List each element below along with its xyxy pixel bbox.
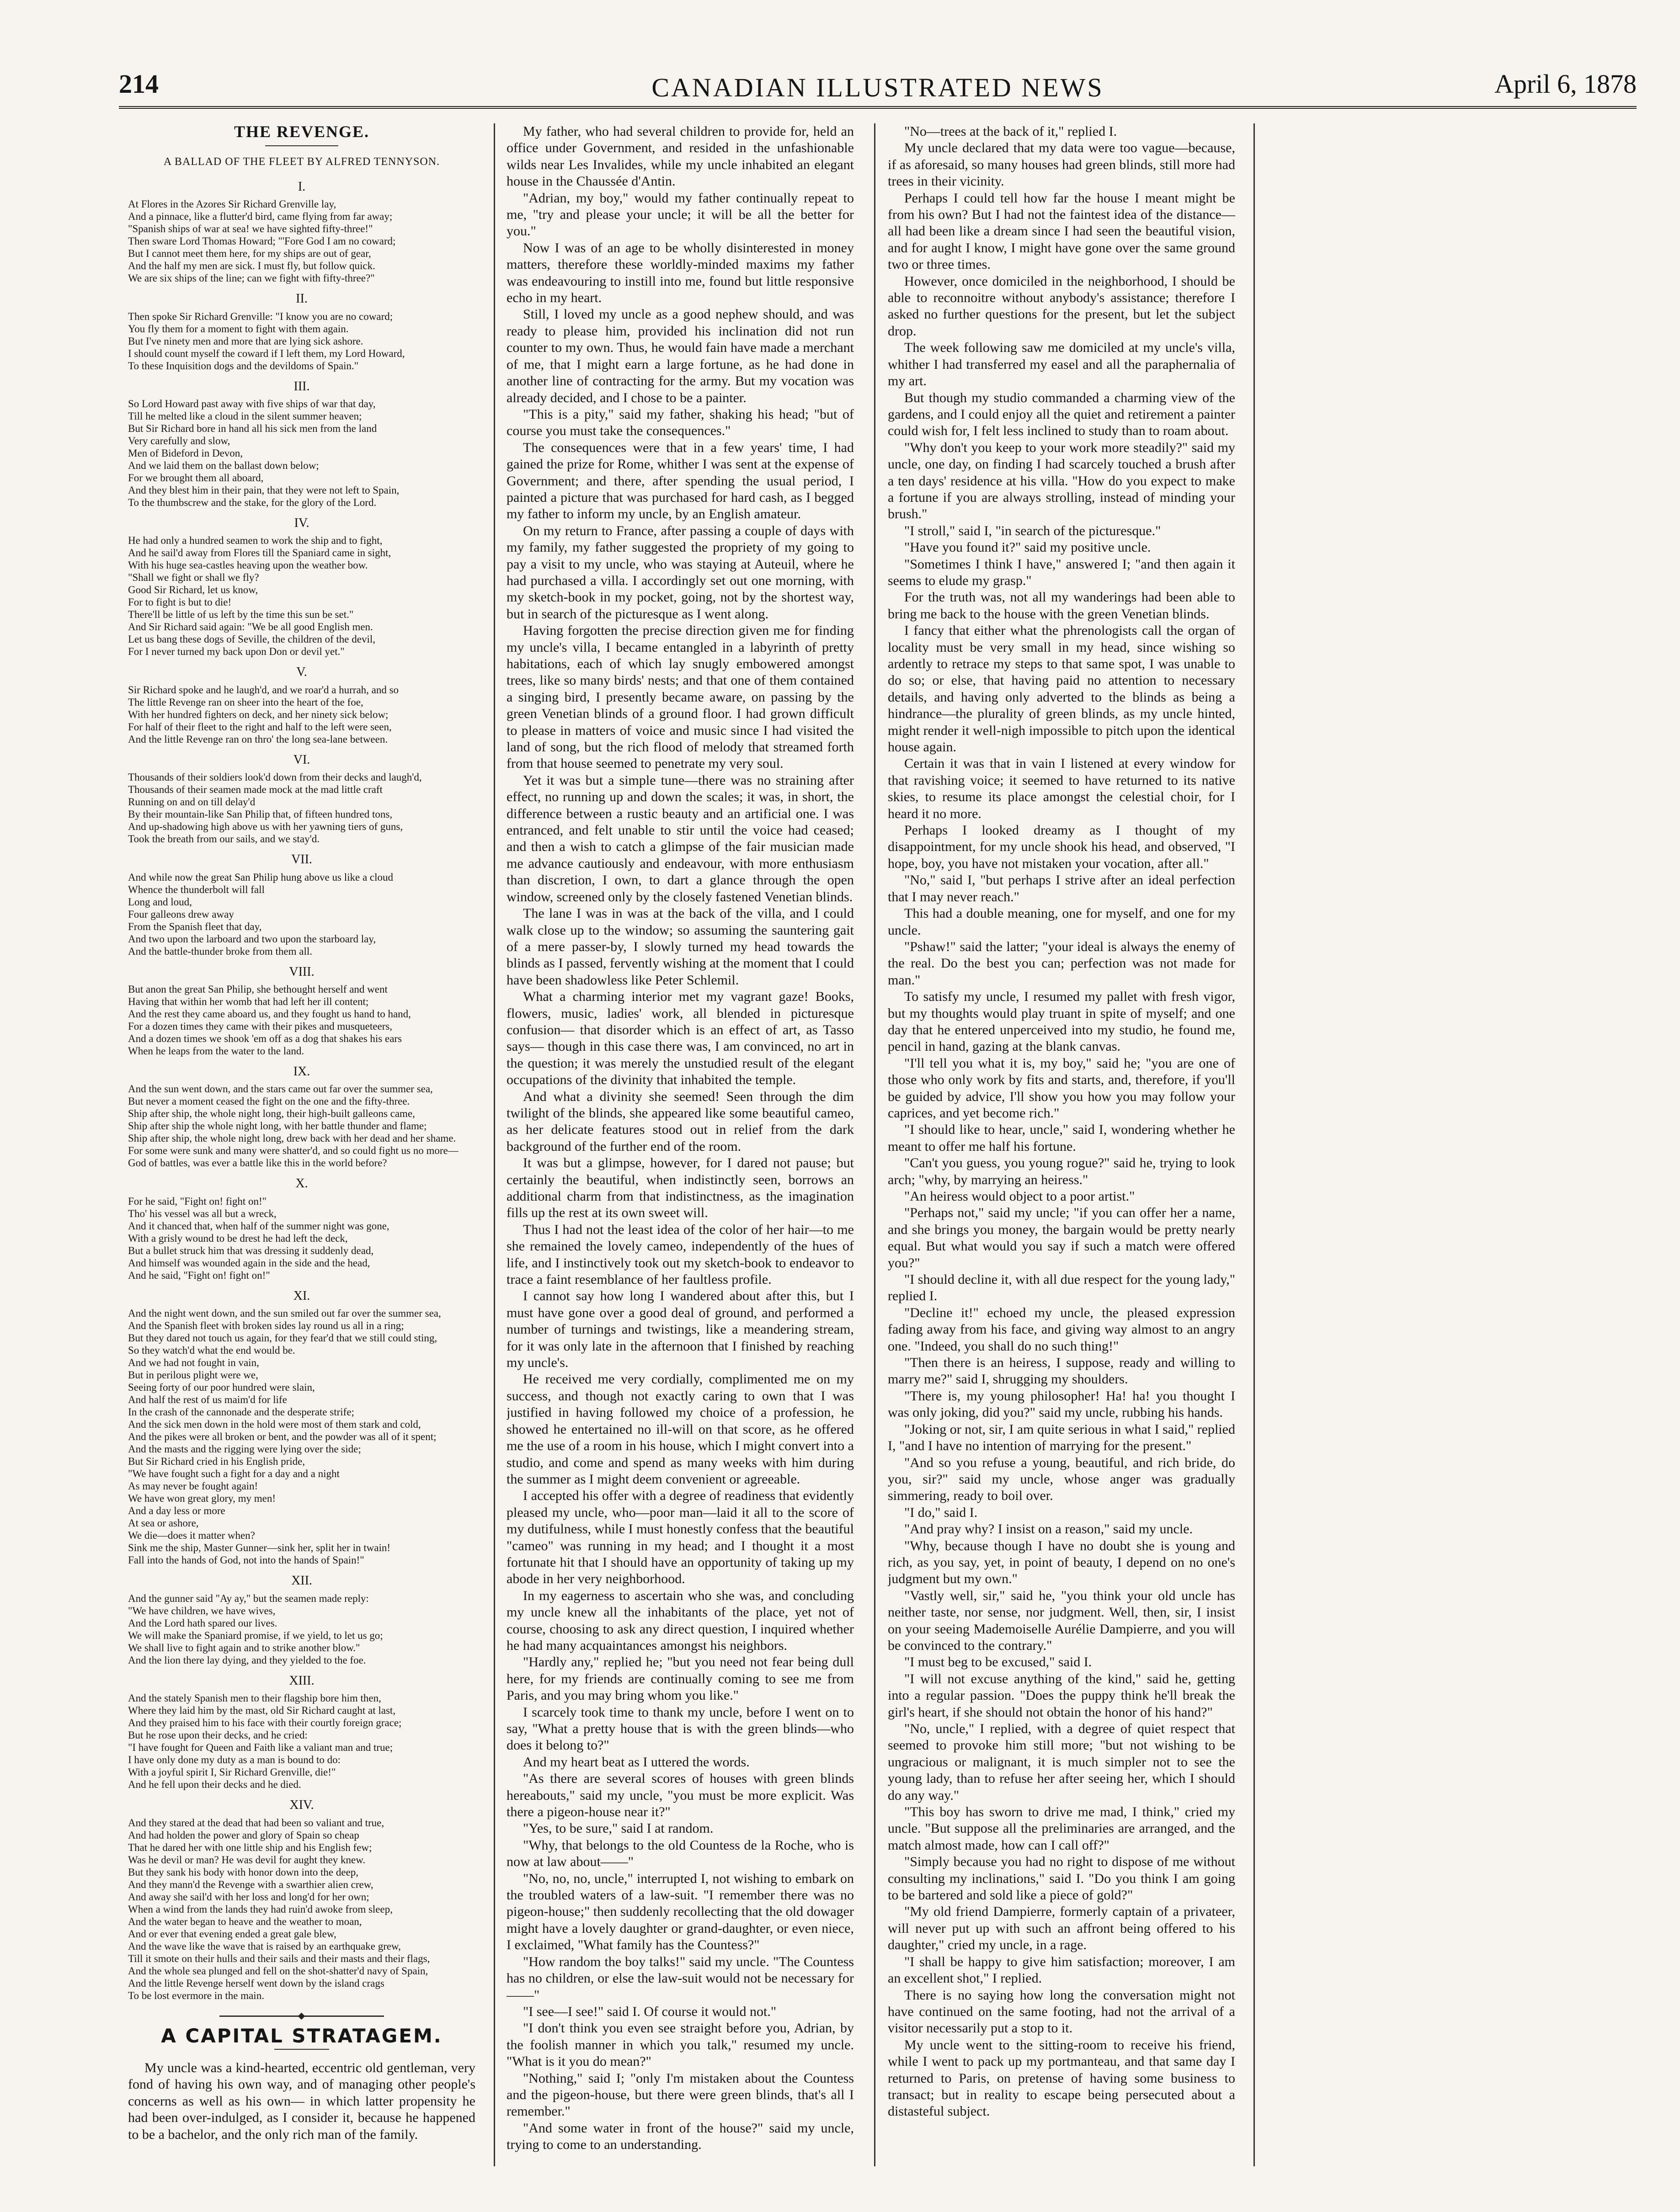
verse-line: At sea or ashore,	[128, 1517, 199, 1529]
story-paragraph: "This boy has sworn to drive me mad, I think," cried my uncle. "But suppose all the preliminaries are arranged, and the match almost made, how can I call off?"	[888, 1804, 1235, 1853]
verse-line: With his huge sea-castles heaving upon the weather bow.	[128, 559, 368, 571]
verse-line: And a pinnace, like a flutter'd bird, came flying from far away;	[128, 211, 393, 223]
story-paragraph: "Can't you guess, you young rogue?" said he, trying to look arch; "why, by marrying an heiress."	[888, 1155, 1235, 1187]
verse-line: But anon the great San Philip, she bethought herself and went	[128, 984, 388, 995]
verse-line: Sir Richard spoke and he laugh'd, and we roar'd a hurrah, and so	[128, 684, 399, 696]
verse-line: And the whole sea plunged and fell on the shot-shatter'd navy of Spain,	[128, 1965, 428, 1977]
verse-line: And two upon the larboard and two upon the starboard lay,	[128, 933, 376, 945]
stanza-numeral: XIV.	[289, 1798, 314, 1813]
verse-line: And the Lord hath spared our lives.	[128, 1617, 277, 1629]
stanza-numeral: IX.	[293, 1064, 310, 1079]
verse-line: And the wave like the wave that is raised by an earthquake grew,	[128, 1940, 401, 1952]
stanza-numeral: VI.	[293, 752, 310, 767]
verse-line: At Flores in the Azores Sir Richard Grenville lay,	[128, 198, 336, 210]
story-paragraph: "I see—I see!" said I. Of course it would not."	[523, 2004, 777, 2019]
verse-line: We shall live to fight again and to strike another blow."	[128, 1642, 360, 1654]
story-paragraph: "My old friend Dampierre, formerly captain of a privateer, will never put up with such an affront being offered to his daughter," cried my uncle, in a rage.	[888, 1904, 1235, 1953]
poem-title: THE REVENGE.	[234, 123, 370, 141]
verse-line: But Sir Richard cried in his English pride,	[128, 1456, 305, 1468]
verse-line: For a dozen times they came with their pikes and musqueteers,	[128, 1021, 393, 1032]
story-paragraph: Still, I loved my uncle as a good nephew should, and was ready to please him, provided his inclination did not run counter to my own. Thus, he would fain have made a merchant of me, that I might earn a large fortune, as he had done in another line of contracting for the army. But my vocation was already decided, and I chose to be a painter.	[507, 307, 854, 405]
verse-line: But in perilous plight were we,	[128, 1369, 258, 1381]
story-paragraph: There is no saying how long the conversation might not have continued on the same footing, had not the arrival of a visitor necessarily put a stop to it.	[888, 1987, 1235, 2036]
verse-line: And we laid them on the ballast down below;	[128, 460, 319, 472]
verse-line: "Spanish ships of war at sea! we have sighted fifty-three!"	[128, 223, 373, 235]
stanza-numeral: III.	[293, 379, 310, 393]
story-paragraph: Now I was of an age to be wholly disinterested in money matters, therefore these worldly-minded maxims my father was endeavouring to instill into me, found but little responsive echo in my heart.	[507, 240, 854, 306]
page-number: 214	[119, 69, 159, 99]
story-paragraph: I accepted his offer with a degree of readiness that evidently pleased my uncle, who—poor man—laid it all to the score of my dutifulness, while I must honestly confess that the beautiful "cameo" was running in my head; and I thought it a most fortunate hit that I should have an opportunity of taking up my abode in her very neighborhood.	[507, 1488, 854, 1587]
verse-line: And the sick men down in the hold were most of them stark and cold,	[128, 1419, 421, 1430]
verse-line: But a bullet struck him that was dressing it suddenly dead,	[128, 1244, 374, 1256]
verse-line: You fly them for a moment to fight with them again.	[128, 323, 349, 335]
issue-date: April 6, 1878	[1494, 69, 1637, 99]
verse-line: And the battle-thunder broke from them all.	[128, 945, 313, 957]
verse-line: Whence the thunderbolt will fall	[128, 883, 265, 895]
verse-line: Ship after ship, the whole night long, their high-built galleons came,	[128, 1108, 415, 1120]
verse-line: And they mann'd the Revenge with a swarthier alien crew,	[128, 1878, 373, 1890]
stanza-numeral: VIII.	[289, 964, 315, 979]
verse-line: And the gunner said "Ay ay," but the seamen made reply:	[128, 1592, 369, 1604]
verse-line: And they blest him in their pain, that they were not left to Spain,	[128, 484, 400, 496]
story-paragraph: I cannot say how long I wandered about after this, but I must have gone over a good deal of ground, and performed a number of turnings and twistings, like a meandering stream, for it was only late in the afternoon that I finished by reaching my uncle's.	[507, 1288, 854, 1371]
story-paragraph: "No, no, no, uncle," interrupted I, not wishing to embark on the troubled waters of a law-suit. "I remember there was no pigeon-house;" then suddenly recollecting that the old dowager might have a lovely daughter or grand-daughter, or even niece, I exclaimed, "What family has the Countess?"	[507, 1871, 854, 1953]
verse-line: And he said, "Fight on! fight on!"	[128, 1269, 270, 1281]
verse-line: We die—does it matter when?	[128, 1530, 255, 1542]
poem-byline: A BALLAD OF THE FLEET BY ALFRED TENNYSON.	[163, 156, 440, 168]
story-paragraph: However, once domiciled in the neighborhood, I should be able to reconnoitre without anybody's assistance; therefore I asked no further questions for the present, but let the subject drop.	[888, 273, 1235, 339]
verse-line: And the masts and the rigging were lying over the side;	[128, 1443, 361, 1455]
verse-line: For half of their fleet to the right and half to the left were seen,	[128, 721, 392, 733]
stanza-numeral: II.	[296, 292, 308, 306]
verse-line: For he said, "Fight on! fight on!"	[128, 1195, 267, 1207]
story-paragraph: Certain it was that in vain I listened at every window for that ravishing voice; it seemed to have returned to its native skies, to resume its place amongst the celestial choir, for I heard it no more.	[888, 756, 1235, 821]
verse-line: And the stately Spanish men to their flagship bore him then,	[128, 1692, 381, 1704]
verse-line: But never a moment ceased the fight on the one and the fifty-three.	[128, 1095, 410, 1107]
story-paragraph: My uncle declared that my data were too vague—because, if as aforesaid, so many houses had green blinds, still more had trees in their vicinity.	[888, 140, 1235, 189]
verse-line: "We have fought such a fight for a day and a night	[128, 1468, 340, 1480]
verse-line: For some were sunk and many were shatter'd, and so could fight us no more—	[128, 1145, 459, 1157]
verse-line: Seeing forty of our poor hundred were slain,	[128, 1382, 315, 1393]
verse-line: And the night went down, and the sun smiled out far over the summer sea,	[128, 1308, 441, 1319]
verse-line: And we had not fought in vain,	[128, 1357, 259, 1369]
story-paragraph: "No, uncle," I replied, with a degree of quiet respect that seemed to provoke him still more; "but not wishing to be ungracious or malignant, it is much simpler not to see the young lady, than to refuse her after seeing her, which I should do any way."	[888, 1721, 1235, 1803]
verse-line: Running on and on till delay'd	[128, 796, 256, 808]
story-paragraph: To satisfy my uncle, I resumed my pallet with fresh vigor, but my thoughts would play truant in spite of myself; and one day that he entered unperceived into my studio, he found me, pencil in hand, gazing at the blank canvas.	[888, 989, 1235, 1054]
verse-line: He had only a hundred seamen to work the ship and to fight,	[128, 535, 383, 547]
story-paragraph: "Yes, to be sure," said I at random.	[523, 1821, 714, 1836]
story-paragraph: "Joking or not, sir, I am quite serious in what I said," replied I, "and I have no intention of marrying for the present."	[888, 1421, 1235, 1454]
verse-line: There'll be little of us left by the time this sun be set."	[128, 609, 354, 621]
story-paragraph: "And some water in front of the house?" said my uncle, trying to come to an understanding.	[507, 2120, 854, 2153]
story-paragraph: And what a divinity she seemed! Seen through the dim twilight of the blinds, she appeared like some beautiful cameo, as her delicate features stood out in relief from the dark background of the further end of the room.	[507, 1089, 854, 1154]
title-rule	[265, 145, 338, 146]
verse-line: We have won great glory, my men!	[128, 1493, 276, 1505]
verse-line: Good Sir Richard, let us know,	[128, 584, 258, 596]
story-paragraph: "I must beg to be excused," said I.	[904, 1654, 1092, 1670]
story-paragraph: It was but a glimpse, however, for I dared not pause; but certainly the beautiful, when indistinctly seen, borrows an additional charm from that indistinctness, as the imagination fills up the rest at its own sweet will.	[507, 1155, 854, 1221]
story-paragraph: "No—trees at the back of it," replied I.	[904, 124, 1117, 139]
story-paragraph: The lane I was in was at the back of the villa, and I could walk close up to the window; so assuming the sauntering gait of a mere passer-by, I slowly turned my head towards the blinds as I passed, fervently wishing at the moment that I could have been shadowless like Peter Schlemil.	[507, 906, 854, 988]
verse-line: When he leaps from the water to the land.	[128, 1045, 304, 1057]
story-paragraph: "An heiress would object to a poor artist."	[904, 1189, 1135, 1204]
verse-line: To these Inquisition dogs and the devildoms of Spain."	[128, 360, 359, 372]
verse-line: So they watch'd what the end would be.	[128, 1345, 295, 1356]
verse-line: And or ever that evening ended a great gale blew,	[128, 1928, 336, 1940]
story-paragraph: "Why, that belongs to the old Countess de la Roche, who is now at law about——"	[507, 1837, 854, 1870]
story-paragraph: "I don't think you even see straight before you, Adrian, by the foolish manner in which you talk," resumed my uncle. "What is it you do mean?"	[507, 2021, 854, 2069]
verse-line: And while now the great San Philip hung above us like a cloud	[128, 871, 394, 883]
title-rule	[274, 2049, 329, 2050]
story-paragraph: I scarcely took time to thank my uncle, before I went on to say, "What a pretty house that is with the green blinds—who does it belong to?"	[507, 1704, 854, 1753]
verse-line: Ship after ship the whole night long, with her battle thunder and flame;	[128, 1120, 427, 1132]
stanza-numeral: XII.	[291, 1574, 312, 1588]
story-paragraph: Thus I had not the least idea of the color of her hair—to me she remained the lovely cameo, independently of the hues of life, and I instinctively took out my sketch-book to endeavor to trace a faint resemblance of her faultless profile.	[507, 1222, 854, 1287]
story-paragraph: On my return to France, after passing a couple of days with my family, my father suggested the propriety of my going to pay a visit to my uncle, who was staying at Auteuil, where he had purchased a villa. I accordingly set out one morning, with my sketch-book in my pocket, going, not by the shortest way, but in search of the picturesque as I went along.	[507, 523, 854, 622]
story-paragraph: "I should decline it, with all due respect for the young lady," replied I.	[888, 1272, 1235, 1304]
verse-line: Let us bang these dogs of Seville, the children of the devil,	[128, 633, 376, 645]
verse-line: And the water began to heave and the weather to moan,	[128, 1915, 362, 1927]
verse-line: And the rest they came aboard us, and they fought us hand to hand,	[128, 1008, 411, 1020]
story-paragraph: "I shall be happy to give him satisfaction; moreover, I am an excellent shot," I replied.	[888, 1954, 1235, 1986]
verse-line: And they praised him to his face with their courtly foreign grace;	[128, 1717, 402, 1729]
story-paragraph: He received me very cordially, complimented me on my success, and though not exactly caring to own that I was justified in having followed my choice of a profession, he showed he entertained no ill-will on that score, as he offered me the use of a room in his house, which I might convert into a studio, and come and spend as many weeks with him during the summer as I might deem convenient or agreeable.	[507, 1372, 854, 1487]
verse-line: And he sail'd away from Flores till the Spaniard came in sight,	[128, 547, 391, 559]
verse-line: Where they laid him by the mast, old Sir Richard caught at last,	[128, 1705, 396, 1717]
story-paragraph: The week following saw me domiciled at my uncle's villa, whither I had transferred my easel and all the paraphernalia of my art.	[888, 340, 1235, 389]
verse-line: Was he devil or man? He was devil for aught they knew.	[128, 1854, 366, 1866]
verse-line: When a wind from the lands they had ruin'd awoke from sleep,	[128, 1903, 393, 1915]
verse-line: For I never turned my back upon Don or devil yet."	[128, 646, 345, 658]
stanza-numeral: V.	[296, 665, 307, 680]
story-paragraph: "I'll tell you what it is, my boy," said he; "you are one of those who only work by fits and starts, and, therefore, if you'll be guided by advice, I'll show you how you may follow your caprices, and yet become rich."	[888, 1055, 1235, 1121]
stanza-numeral: XIII.	[289, 1673, 315, 1688]
column-rule	[1253, 123, 1255, 2166]
column-1	[128, 123, 475, 2162]
story-paragraph: Having forgotten the precise direction given me for finding my uncle's villa, I became entangled in a labyrinth of pretty habitations, each of which lay snugly embowered amongst trees, like so many birds' nests; and that one of them contained a singing bird, I presently became aware, on passing by the green Venetian blinds of a ground floor. I had grown difficult to please in matters of voice and music since I had visited the land of song, but the rich flood of melody that streamed forth from that house seemed to penetrate my very soul.	[507, 623, 854, 771]
verse-line: For to fight is but to die!	[128, 596, 232, 608]
story-paragraph: "This is a pity," said my father, shaking his head; "but of course you must take the consequences."	[507, 406, 854, 439]
story-paragraph: "Then there is an heiress, I suppose, ready and willing to marry me?" said I, shrugging my shoulders.	[888, 1355, 1235, 1387]
verse-line: By their mountain-like San Philip that, of fifteen hundred tons,	[128, 808, 393, 820]
verse-line: Till it smote on their hulls and their sails and their masts and their flags,	[128, 1952, 430, 1964]
verse-line: And the pikes were all broken or bent, and the powder was all of it spent;	[128, 1431, 437, 1443]
verse-line: And the little Revenge herself went down by the island crags	[128, 1977, 384, 1989]
verse-line: Thousands of their soldiers look'd down from their decks and laugh'd,	[128, 771, 422, 783]
paper-name: CANADIAN ILLUSTRATED NEWS	[651, 73, 1104, 102]
story-paragraph: "Adrian, my boy," would my father continually repeat to me, "try and please your uncle; it will be all the better for you."	[507, 190, 854, 239]
verse-line: And the half my men are sick. I must fly, but follow quick.	[128, 260, 375, 272]
story-paragraph: But though my studio commanded a charming view of the gardens, and I could enjoy all the quiet and retirement a painter could wish for, I felt less inclined to study than to roam about.	[888, 390, 1235, 439]
verse-line: With a joyful spirit I, Sir Richard Grenville, die!"	[128, 1766, 336, 1778]
column-rule	[874, 123, 875, 2166]
verse-line: We will make the Spaniard promise, if we yield, to let us go;	[128, 1629, 383, 1641]
story-paragraph: For the truth was, not all my wanderings had been able to bring me back to the house with the green Venetian blinds.	[888, 590, 1235, 622]
story-paragraph: "Perhaps not," said my uncle; "if you can offer her a name, and she brings you money, the bargain would be pretty nearly equal. But what would you say if such a match were offered you?"	[888, 1205, 1235, 1271]
verse-line: Thousands of their seamen made mock at the mad little craft	[128, 784, 383, 796]
masthead-rule	[119, 106, 1637, 109]
story-paragraph: "Vastly well, sir," said he, "you think your old uncle has neither taste, nor sense, nor judgment. Well, then, sir, I insist on your seeing Mademoiselle Aurélie Dampierre, and you will be convinced to the contrary."	[888, 1588, 1235, 1653]
verse-line: To the thumbscrew and the stake, for the glory of the Lord.	[128, 497, 377, 509]
verse-line: And the little Revenge ran on thro' the long sea-lane between.	[128, 733, 388, 745]
verse-line: And away she sail'd with her loss and long'd for her own;	[128, 1891, 369, 1903]
verse-line: Then sware Lord Thomas Howard; "'Fore God I am no coward;	[128, 235, 396, 247]
verse-line: And the sun went down, and the stars came out far over the summer sea,	[128, 1083, 433, 1095]
verse-line: And it chanced that, when half of the summer night was gone,	[128, 1220, 389, 1232]
column-4	[1266, 123, 1614, 2162]
story-title: A CAPITAL STRATAGEM.	[161, 2024, 443, 2047]
verse-line: And the Spanish fleet with broken sides lay round us all in a ring;	[128, 1320, 404, 1332]
stanza-numeral: XI.	[293, 1288, 310, 1303]
story-paragraph: "Hardly any," replied he; "but you need not fear being dull here, for my friends are continually coming to see me from Paris, and you may bring whom you like."	[507, 1654, 854, 1703]
story-paragraph: "Simply because you had no right to dispose of me without consulting my inclinations," said I. "Do you think I am going to be bartered and sold like a piece of gold?"	[888, 1854, 1235, 1903]
verse-line: Very carefully and slow,	[128, 435, 230, 447]
verse-line: And the lion there lay dying, and they yielded to the foe.	[128, 1654, 366, 1666]
verse-line: But I've ninety men and more that are lying sick ashore.	[128, 335, 363, 347]
verse-line: And he fell upon their decks and he died.	[128, 1779, 301, 1791]
column-rule	[494, 123, 495, 2166]
verse-line: But they sank his body with honor down into the deep,	[128, 1866, 359, 1878]
story-paragraph: "As there are several scores of houses with green blinds hereabouts," said my uncle, "you must be more explicit. Was there a pigeon-house near it?"	[507, 1771, 854, 1820]
story-paragraph: Perhaps I looked dreamy as I thought of my disappointment, for my uncle shook his head, and observed, "I hope, boy, you have not mistaken your vocation, after all."	[888, 823, 1235, 871]
story-paragraph: "No," said I, "but perhaps I strive after an ideal perfection that I may never reach."	[888, 872, 1235, 904]
story-paragraph: "How random the boy talks!" said my uncle. "The Countess has no children, or else the law-suit would not be necessary for——"	[507, 1954, 854, 2003]
story-paragraph: My uncle went to the sitting-room to receive his friend, while I went to pack up my portmanteau, and that same day I returned to Paris, on pretense of having some business to transact; but in reality to escape being persecuted about a distasteful subject.	[888, 2037, 1235, 2119]
story-paragraph: "Sometimes I think I have," answered I; "and then again it seems to elude my grasp."	[888, 556, 1235, 588]
verse-line: To be lost evermore in the main.	[128, 1989, 264, 2001]
verse-line: Fall into the hands of God, not into the hands of Spain!"	[128, 1554, 364, 1566]
verse-line: Sink me the ship, Master Gunner—sink her, split her in twain!	[128, 1542, 390, 1554]
verse-line: That he dared her with one little ship and his English few;	[128, 1841, 372, 1853]
verse-line: Having that within her womb that had left her ill content;	[128, 996, 369, 1008]
verse-line: Four galleons drew away	[128, 908, 234, 920]
stanza-numeral: X.	[295, 1176, 308, 1191]
verse-line: And a dozen times we shook 'em off as a dog that shakes his ears	[128, 1033, 402, 1045]
story-paragraph: My uncle was a kind-hearted, eccentric old gentleman, very fond of having his own way, and of managing other people's concerns as well as his own— in which latter propensity he had been over-indulged, as I consider it, because he happened to be a bachelor, and the only rich man of the family.	[128, 2060, 475, 2142]
verse-line: Then spoke Sir Richard Grenville: "I know you are no coward;	[128, 310, 393, 322]
verse-line: And a day less or more	[128, 1505, 225, 1517]
verse-line: With a grisly wound to be drest he had left the deck,	[128, 1232, 348, 1244]
verse-line: Ship after ship, the whole night long, drew back with her dead and her shame.	[128, 1133, 456, 1144]
story-paragraph: The consequences were that in a few years' time, I had gained the prize for Rome, whither I was sent at the expense of Government; and there, after spending the usual period, I painted a picture that was purchased for hard cash, as I begged my father to inform my uncle, by an English amateur.	[507, 440, 854, 522]
story-paragraph: Perhaps I could tell how far the house I meant might be from his own? But I had not the faintest idea of the distance—all had been like a dream since I had seen the beautiful vision, and for aught I know, I might have gone over the same ground two or three times.	[888, 190, 1235, 272]
story-paragraph: "Pshaw!" said the latter; "your ideal is always the enemy of the real. Do the best you can; perfection was not made for man."	[888, 939, 1235, 988]
verse-line: So Lord Howard past away with five ships of war that day,	[128, 398, 376, 410]
story-paragraph: "Have you found it?" said my positive uncle.	[904, 540, 1151, 555]
verse-line: Till he melted like a cloud in the silent summer heaven;	[128, 410, 362, 422]
story-paragraph: "There is, my young philosopher! Ha! ha! you thought I was only joking, did you?" said my uncle, rubbing his hands.	[888, 1388, 1235, 1420]
verse-line: But he rose upon their decks, and he cried:	[128, 1729, 308, 1741]
masthead	[119, 69, 1637, 105]
story-paragraph: Yet it was but a simple tune—there was no straining after effect, no running up and down the scales; it was, in short, the difference between a rustic beauty and an artificial one. I was entranced, and felt unable to stir until the voice had ceased; and then a wish to catch a glimpse of the fair musician made me advance cautiously and endeavour, with more enthusiasm than discretion, I own, to dart a glance through the open window, screened only by the closely fastened Venetian blinds.	[507, 772, 854, 904]
verse-line: In the crash of the cannonade and the desperate strife;	[128, 1406, 354, 1418]
story-paragraph: "Why, because though I have no doubt she is young and rich, as you say, yet, in point of beauty, I depend on no one's judgment but my own."	[888, 1538, 1235, 1587]
verse-line: Tho' his vessel was all but a wreck,	[128, 1207, 277, 1219]
story-paragraph: "I stroll," said I, "in search of the picturesque."	[904, 523, 1161, 538]
verse-line: And himself was wounded again in the side and the head,	[128, 1257, 370, 1269]
story-paragraph: "I should like to hear, uncle," said I, wondering whether he meant to offer me half his fortune.	[888, 1122, 1235, 1154]
story-paragraph: In my eagerness to ascertain who she was, and concluding my uncle knew all the inhabitants of the place, yet not of course, choosing to ask any direct question, I inquired whether he had many acquaintances amongst his neighbors.	[507, 1588, 854, 1653]
verse-line: But I cannot meet them here, for my ships are out of gear,	[128, 248, 371, 260]
story-paragraph: "And so you refuse a young, beautiful, and rich bride, do you, sir?" said my uncle, whose anger was gradually simmering, ready to boil over.	[888, 1455, 1235, 1504]
verse-line: We are six ships of the line; can we fight with fifty-three?"	[128, 272, 375, 284]
verse-line: God of battles, was ever a battle like this in the world before?	[128, 1157, 387, 1169]
column-3	[888, 123, 1235, 2162]
stanza-numeral: I.	[298, 179, 306, 194]
verse-line: From the Spanish fleet that day,	[128, 920, 262, 932]
verse-line: And half the rest of us maim'd for life	[128, 1394, 287, 1406]
verse-line: "We have children, we have wives,	[128, 1605, 276, 1616]
story-paragraph: I fancy that either what the phrenologists call the organ of locality must be very small in my head, since wishing so ardently to retrace my steps to that same spot, I was unable to do so; or else, that having paid no attention to necessary details, and having only adverted to the blinds as being a hindrance—the plurality of green blinds, as my uncle hinted, might render it well-nigh impossible to pitch upon the identical house again.	[888, 623, 1235, 755]
verse-line: But Sir Richard bore in hand all his sick men from the land	[128, 423, 377, 435]
verse-line: For we brought them all aboard,	[128, 472, 264, 484]
stanza-numeral: VII.	[291, 852, 312, 867]
verse-line: And had holden the power and glory of Spain so cheap	[128, 1829, 359, 1841]
verse-line: With her hundred fighters on deck, and her ninety sick below;	[128, 708, 389, 720]
story-paragraph: "Why don't you keep to your work more steadily?" said my uncle, one day, on finding I had scarcely touched a brush after a ten days' residence at his villa. "How do you expect to make a fortune if you are always strolling, instead of minding your brush."	[888, 440, 1235, 522]
verse-line: Long and loud,	[128, 896, 192, 908]
verse-line: Took the breath from our sails, and we stay'd.	[128, 833, 320, 845]
verse-line: "Shall we fight or shall we fly?	[128, 572, 259, 584]
verse-line: And Sir Richard said again: "We be all good English men.	[128, 621, 373, 633]
verse-line: "I have fought for Queen and Faith like a valiant man and true;	[128, 1742, 393, 1754]
verse-line: I have only done my duty as a man is bound to do:	[128, 1754, 341, 1766]
story-paragraph: "I will not excuse anything of the kind," said he, getting into a regular passion. "Does the puppy think he'll break the girl's heart, if she should not obtain the honor of his hand?"	[888, 1671, 1235, 1720]
verse-line: But they dared not touch us again, for they fear'd that we still could sting,	[128, 1332, 437, 1344]
story-paragraph: "I do," said I.	[904, 1505, 978, 1520]
verse-line: As may never be fought again!	[128, 1480, 258, 1492]
column-2	[507, 123, 854, 2162]
verse-line: And they stared at the dead that had been so valiant and true,	[128, 1817, 384, 1829]
story-paragraph: What a charming interior met my vagrant gaze! Books, flowers, music, ladies' work, all blended in picturesque confusion— that disorder which is an effect of art, as Tasso says— though in this case there was, I am convinced, no art in the question; it was merely the unstudied result of the elegant occupations of the divinity that inhabited the temple.	[507, 989, 854, 1088]
story-paragraph: And my heart beat as I uttered the words.	[523, 1754, 750, 1770]
verse-line: Men of Bideford in Devon,	[128, 447, 243, 459]
story-paragraph: This had a double meaning, one for myself, and one for my uncle.	[888, 906, 1235, 938]
story-paragraph: "Nothing," said I; "only I'm mistaken about the Countess and the pigeon-house, but there were green blinds, that's all I remember."	[507, 2070, 854, 2119]
section-divider	[219, 2015, 384, 2017]
verse-line: And up-shadowing high above us with her yawning tiers of guns,	[128, 821, 403, 833]
stanza-numeral: IV.	[294, 516, 309, 531]
verse-line: The little Revenge ran on sheer into the heart of the foe,	[128, 696, 363, 708]
story-paragraph: "And pray why? I insist on a reason," said my uncle.	[904, 1521, 1193, 1537]
story-paragraph: My father, who had several children to provide for, held an office under Government, and resided in the unfashionable wilds near Les Invalides, while my uncle inhabited an elegant house in the Chaussée d'Antin.	[507, 124, 854, 189]
verse-line: I should count myself the coward if I left them, my Lord Howard,	[128, 347, 405, 359]
story-paragraph: "Decline it!" echoed my uncle, the pleased expression fading away from his face, and giving way almost to an angry one. "Indeed, you shall do no such thing!"	[888, 1305, 1235, 1354]
